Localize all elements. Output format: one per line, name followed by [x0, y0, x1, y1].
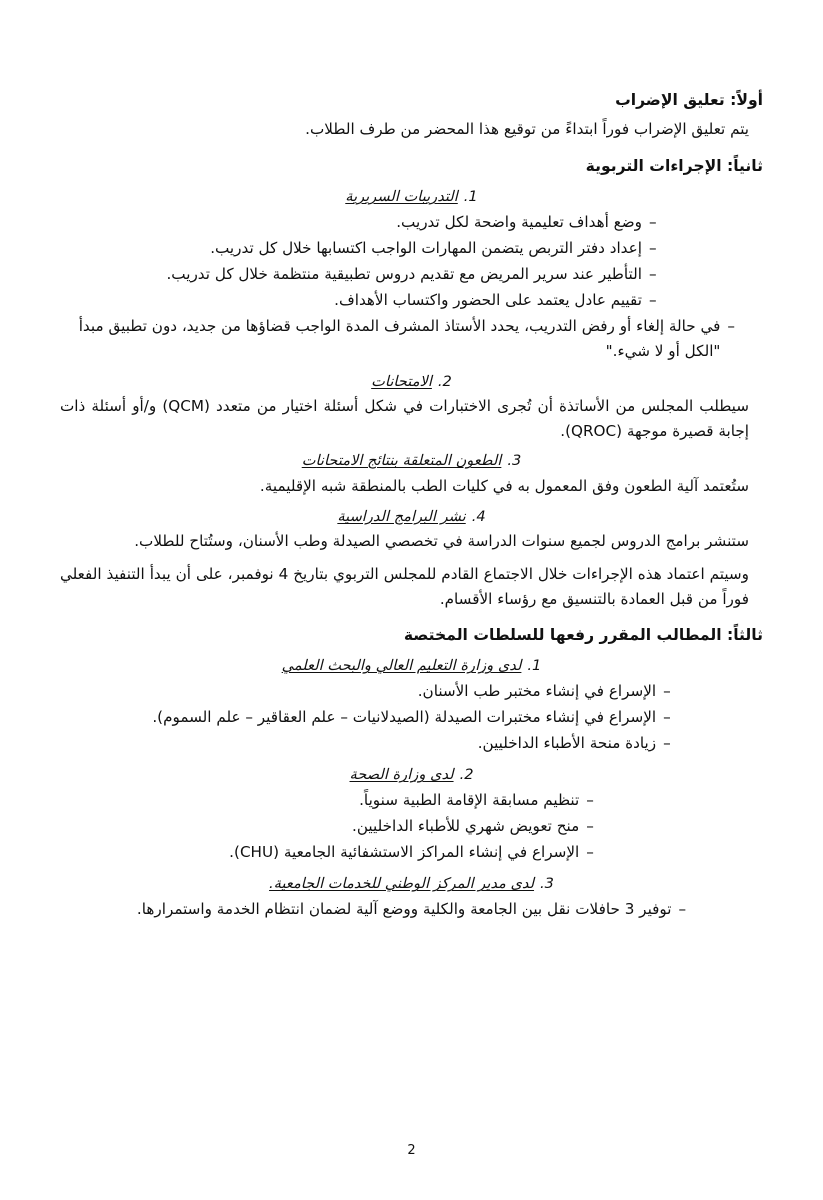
- dash-icon: –: [586, 817, 594, 836]
- bullet-text: وضع أهداف تعليمية واضحة لكل تدريب.: [396, 212, 642, 231]
- dash-icon: –: [648, 291, 657, 310]
- section-one-title: أولاً: تعليق الإضراب: [615, 91, 763, 109]
- section-two-item-1-heading: [60, 185, 763, 209]
- dash-icon: –: [648, 265, 657, 284]
- bullet-text: في حالة إلغاء أو رفض التدريب، يحدد الأستاذ المشرف المدة الواجب قضاؤها من جديد، دون تطبيق مبدأ "الكل أو لا شيء.": [78, 317, 721, 360]
- bullet-text: الإسراع في إنشاء المراكز الاستشفائية الجامعية (CHU).: [229, 843, 580, 862]
- section-two-item-2-paragraph: سيطلب المجلس من الأساتذة أن تُجرى الاختبارات في شكل أسئلة اختيار من متعدد (QCM) و/أو أسئلة ذات إجابة قصيرة موجهة (QROC).: [60, 397, 749, 440]
- dash-icon: –: [648, 212, 657, 231]
- bullet-line: [137, 897, 686, 922]
- section-three-item-1-bullets: [60, 679, 763, 757]
- bullet-line: [229, 840, 594, 865]
- page-number: 2: [407, 1143, 416, 1158]
- item-heading-text: لدى وزارة الصحة: [349, 766, 454, 784]
- section-one-paragraph: يتم تعليق الإضراب فوراً ابتداءً من توقيع هذا المحضر من طرف الطلاب.: [305, 120, 749, 139]
- section-three-item-1-heading: [60, 654, 763, 678]
- dash-icon: –: [663, 682, 671, 701]
- section-three-item-2-bullets: [60, 788, 763, 866]
- item-heading-text: الطعون المتعلقة بنتائج الامتحانات: [301, 452, 502, 470]
- bullet-line: [152, 731, 670, 756]
- item-number: 1.: [527, 657, 542, 675]
- bullet-line-long: [60, 314, 763, 363]
- item-number: 4.: [471, 507, 486, 525]
- section-two-item-3-heading: [60, 449, 763, 473]
- bullet-line: [166, 262, 656, 287]
- section-two-closing-paragraph: وسيتم اعتماد هذه الإجراءات خلال الاجتماع القادم للمجلس التربوي بتاريخ 4 نوفمبر، على أن يبدأ التنفيذ الفعلي فوراً من قبل العمادة بالتنسيق مع رؤساء الأقسام.: [60, 564, 749, 608]
- dash-icon: –: [586, 843, 594, 862]
- bullet-text: التأطير عند سرير المريض مع تقديم دروس تطبيقية منتظمة خلال كل تدريب.: [166, 265, 642, 284]
- bullet-text: توفير 3 حافلات نقل بين الجامعة والكلية ووضع آلية لضمان انتظام الخدمة واستمرارها.: [136, 900, 672, 919]
- dash-icon: –: [663, 708, 671, 727]
- item-heading-text: الامتحانات: [371, 372, 432, 390]
- bullet-line: [166, 288, 656, 313]
- section-three-item-3-heading: [60, 872, 763, 896]
- section-three-title: ثالثاً: المطالب المقرر رفعها للسلطات المختصة: [403, 626, 763, 645]
- item-number: 3.: [540, 875, 554, 893]
- bullet-text: زيادة منحة الأطباء الداخليين.: [477, 734, 657, 753]
- section-two-item-1-bullets: [60, 210, 763, 315]
- bullet-text: تقييم عادل يعتمد على الحضور واكتساب الأهداف.: [334, 291, 642, 310]
- item-number: 2.: [437, 372, 452, 390]
- bullet-text: منح تعويض شهري للأطباء الداخليين.: [352, 817, 580, 836]
- section-two-item-4-paragraph: ستنشر برامج الدروس لجميع سنوات الدراسة في تخصصي الصيدلة وطب الأسنان، وستُتاح للطلاب.: [134, 532, 749, 551]
- item-heading-text: لدى وزارة التعليم العالي والبحث العلمي: [281, 657, 522, 675]
- item-heading-text: نشر البرامج الدراسية: [337, 507, 466, 525]
- bullet-line: [152, 679, 670, 704]
- item-number: 3.: [507, 452, 522, 470]
- section-two-title: ثانياً: الإجراءات التربوية: [585, 156, 763, 175]
- bullet-text: الإسراع في إنشاء مختبرات الصيدلة (الصيدلانيات – علم العقاقير – علم السموم).: [152, 708, 657, 727]
- bullet-text: إعداد دفتر التربص يتضمن المهارات الواجب اكتسابها خلال كل تدريب.: [210, 238, 642, 257]
- dash-icon: –: [678, 900, 687, 919]
- bullet-line: [152, 705, 670, 730]
- dash-icon: –: [727, 317, 735, 336]
- section-two-item-2-heading: [60, 370, 763, 394]
- section-three-item-3-bullets: [60, 897, 763, 923]
- item-number: 2.: [459, 766, 474, 784]
- bullet-line: [229, 814, 594, 839]
- bullet-line: [229, 788, 594, 813]
- item-number: 1.: [463, 188, 478, 206]
- item-heading-text: التدريبات السريرية: [345, 188, 458, 206]
- dash-icon: –: [648, 238, 657, 257]
- bullet-text: تنظيم مسابقة الإقامة الطبية سنوياً.: [359, 791, 580, 810]
- section-one: [60, 88, 763, 142]
- dash-icon: –: [586, 791, 594, 810]
- section-two: [60, 154, 763, 611]
- item-heading-text: لدى مدير المركز الوطني للخدمات الجامعية.: [269, 875, 535, 893]
- section-three: [60, 623, 763, 923]
- bullet-line: [166, 210, 656, 235]
- section-three-item-2-heading: [60, 763, 763, 787]
- dash-icon: –: [663, 734, 671, 753]
- bullet-line: [166, 236, 656, 261]
- bullet-text: الإسراع في إنشاء مختبر طب الأسنان.: [417, 682, 657, 701]
- document-body: [60, 88, 763, 923]
- section-two-item-3-paragraph: ستُعتمد آلية الطعون وفق المعمول به في كليات الطب بالمنطقة شبه الإقليمية.: [259, 477, 749, 496]
- section-two-item-4-heading: [60, 505, 763, 529]
